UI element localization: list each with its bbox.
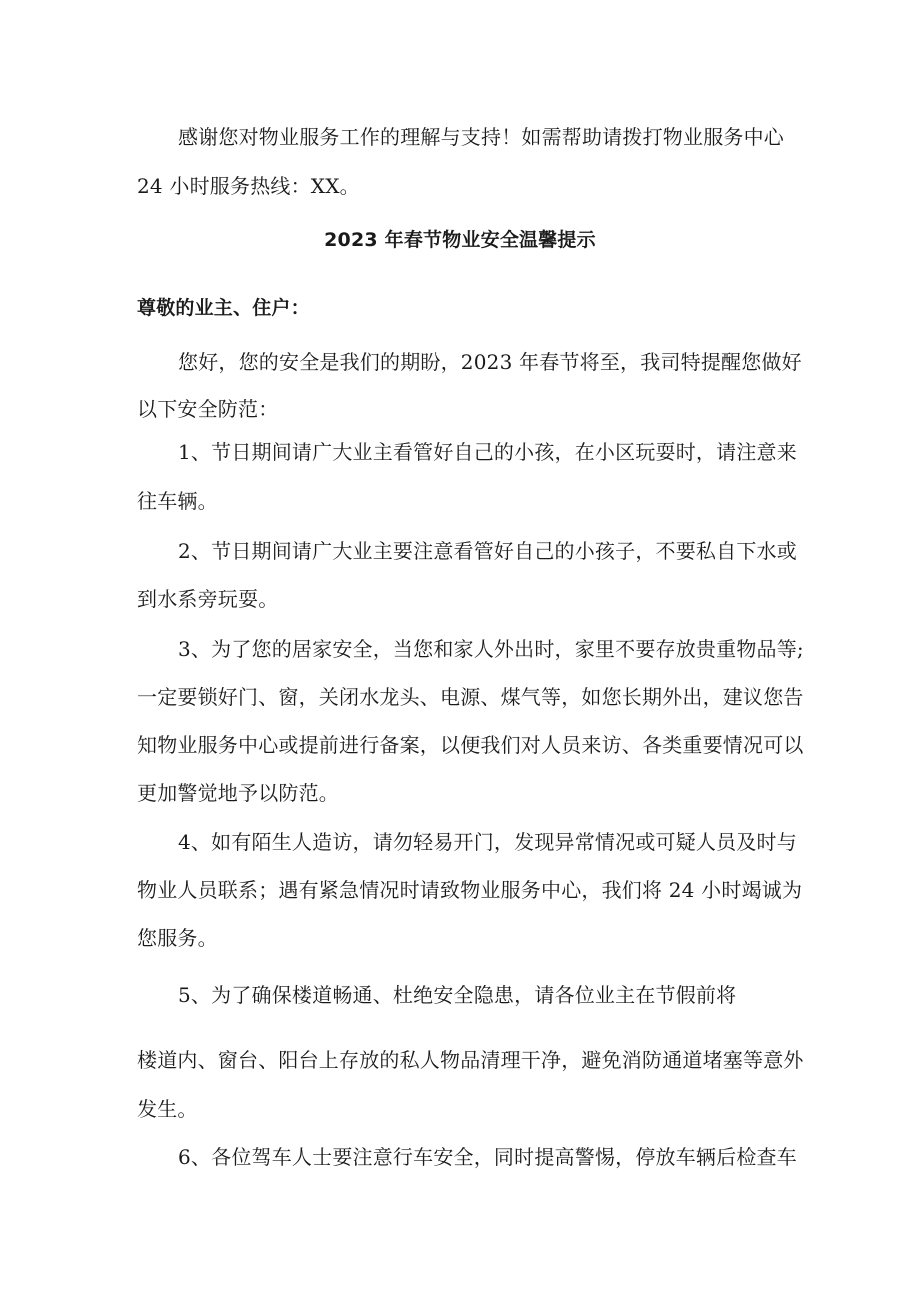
item-5-line-3: 发生。 <box>137 1097 198 1121</box>
greeting: 尊敬的业主、住户： <box>137 297 310 319</box>
item-3-line-2: 一定要锁好门、窗，关闭水龙头、电源、煤气等，如您长期外出，建议您告 <box>137 685 804 709</box>
item-5-line-2: 楼道内、窗台、阳台上存放的私人物品清理干净，避免消防通道堵塞等意外 <box>137 1048 804 1072</box>
opening-line-2: 以下安全防范： <box>137 397 279 421</box>
item-1-line-2: 往车辆。 <box>137 489 218 513</box>
intro-line-1: 感谢您对物业服务工作的理解与支持！如需帮助请拨打物业服务中心 <box>178 125 784 149</box>
item-6-line-1: 6、各位驾车人士要注意行车安全，同时提高警惕，停放车辆后检查车 <box>178 1145 797 1169</box>
intro-line-2: 24 小时服务热线：XX。 <box>137 174 360 198</box>
item-5-line-1: 5、为了确保楼道畅通、杜绝安全隐患，请各位业主在节假前将 <box>178 983 737 1007</box>
item-2-line-1: 2、节日期间请广大业主要注意看管好自己的小孩子，不要私自下水或 <box>178 539 797 563</box>
opening-line-1: 您好，您的安全是我们的期盼，2023 年春节将至，我司特提醒您做好 <box>178 350 802 374</box>
item-4-line-3: 您服务。 <box>137 926 218 950</box>
item-4-line-2: 物业人员联系；遇有紧急情况时请致物业服务中心，我们将 24 小时竭诚为 <box>137 878 803 902</box>
item-4-line-1: 4、如有陌生人造访，请勿轻易开门，发现异常情况或可疑人员及时与 <box>178 830 797 854</box>
document-title: 2023 年春节物业安全温馨提示 <box>324 229 596 251</box>
item-3-line-4: 更加警觉地予以防范。 <box>137 781 339 805</box>
item-1-line-1: 1、节日期间请广大业主看管好自己的小孩，在小区玩耍时，请注意来 <box>178 440 797 464</box>
item-3-line-3: 知物业服务中心或提前进行备案，以便我们对人员来访、各类重要情况可以 <box>137 733 804 757</box>
item-3-line-1: 3、为了您的居家安全，当您和家人外出时，家里不要存放贵重物品等; <box>178 637 804 661</box>
item-2-line-2: 到水系旁玩耍。 <box>137 587 279 611</box>
